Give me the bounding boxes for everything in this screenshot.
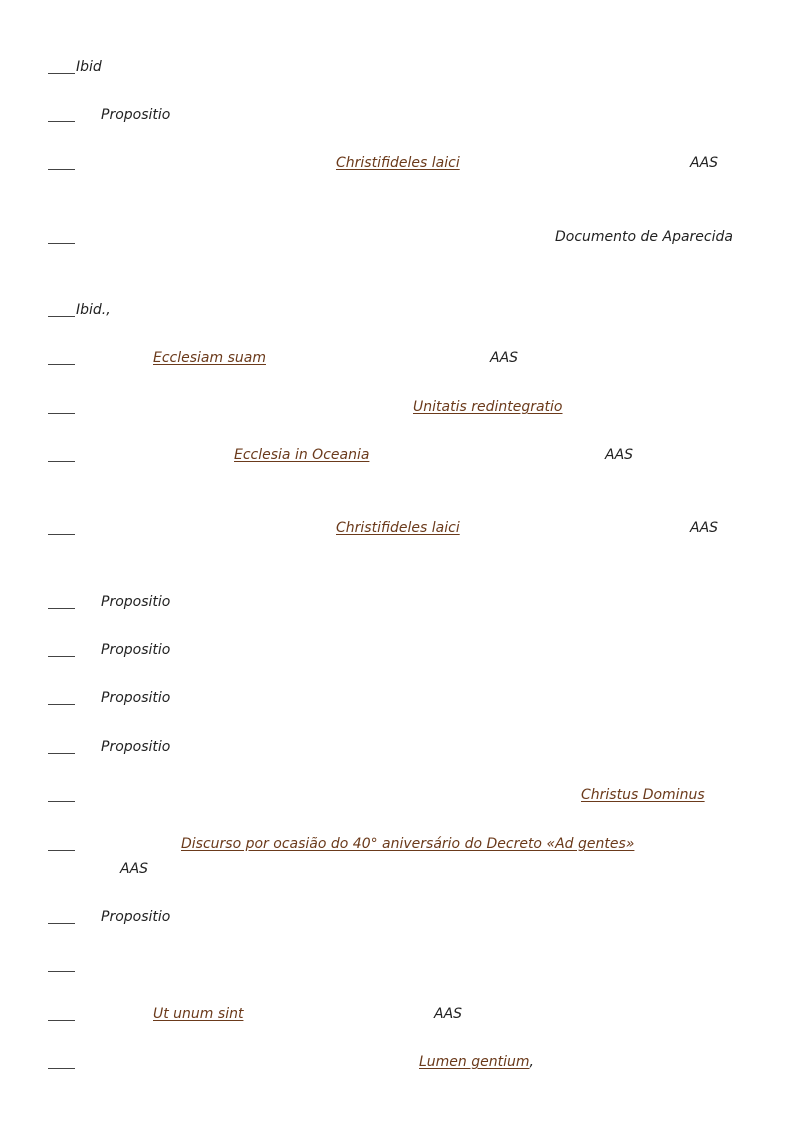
footnote	[0, 398, 793, 418]
footnote	[0, 738, 793, 758]
footnote	[0, 1005, 793, 1025]
footnote-rule	[48, 608, 75, 609]
footnote-text	[419, 1053, 534, 1071]
footnote-rule	[48, 169, 75, 170]
document-link[interactable]: Christifideles laici	[336, 520, 460, 536]
footnote-text: Propositio	[101, 739, 171, 755]
footnote-rule	[48, 1020, 75, 1021]
footnote-rule	[48, 704, 75, 705]
footnote-rule	[48, 73, 75, 74]
footnote-rule	[48, 243, 75, 244]
footnote-text: Propositio	[101, 909, 171, 925]
footnote-text: Propositio	[101, 107, 171, 123]
document-link[interactable]: Unitatis redintegratio	[413, 399, 563, 415]
document-link[interactable]: Ecclesiam suam	[153, 350, 266, 366]
footnote-text: Documento de Aparecida	[555, 229, 733, 245]
document-link[interactable]: Ut unum sint	[153, 1006, 244, 1022]
footnote	[0, 1053, 793, 1073]
footnote	[0, 689, 793, 709]
document-link[interactable]: Christifideles laici	[336, 155, 460, 171]
footnote	[0, 593, 793, 613]
footnote-text: Propositio	[101, 642, 171, 658]
footnote	[0, 519, 793, 539]
footnote-text: Ibid.,	[76, 302, 111, 318]
footnote-rule	[48, 753, 75, 754]
aas-reference: AAS	[120, 861, 149, 877]
aas-reference: AAS	[690, 520, 719, 536]
footnote	[0, 786, 793, 806]
document-link[interactable]: Lumen gentium	[419, 1054, 530, 1070]
document-link[interactable]: Discurso por ocasião do 40° aniversário do Decreto «Ad gentes»	[181, 836, 635, 852]
footnote	[0, 106, 793, 126]
footnote-rule	[48, 121, 75, 122]
footnote-rule	[48, 316, 75, 317]
footnote	[0, 228, 793, 248]
footnote-text: Propositio	[101, 690, 171, 706]
footnote	[0, 835, 793, 879]
footnote-rule	[48, 1068, 75, 1069]
aas-reference: AAS	[434, 1006, 463, 1022]
footnote	[0, 154, 793, 174]
footnote-rule	[48, 971, 75, 972]
footnote	[0, 58, 793, 78]
aas-reference: AAS	[690, 155, 719, 171]
footnote	[0, 641, 793, 661]
footnote	[0, 446, 793, 466]
footnote-rule	[48, 656, 75, 657]
aas-reference: AAS	[605, 447, 634, 463]
footnote-rule	[48, 534, 75, 535]
document-link[interactable]: Christus Dominus	[581, 787, 705, 803]
footnote-rule	[48, 801, 75, 802]
footnote-rule	[48, 923, 75, 924]
aas-reference: AAS	[490, 350, 519, 366]
footnote-text: Propositio	[101, 594, 171, 610]
footnote	[0, 301, 793, 321]
document-link[interactable]: Ecclesia in Oceania	[234, 447, 370, 463]
footnote	[0, 349, 793, 369]
footnote	[0, 956, 793, 976]
footnote	[0, 908, 793, 928]
footnote-punctuation: ,	[529, 1054, 534, 1070]
footnote-rule	[48, 461, 75, 462]
footnote-rule	[48, 850, 75, 851]
footnote-rule	[48, 364, 75, 365]
footnote-text: Ibid	[76, 59, 102, 75]
footnote-rule	[48, 413, 75, 414]
